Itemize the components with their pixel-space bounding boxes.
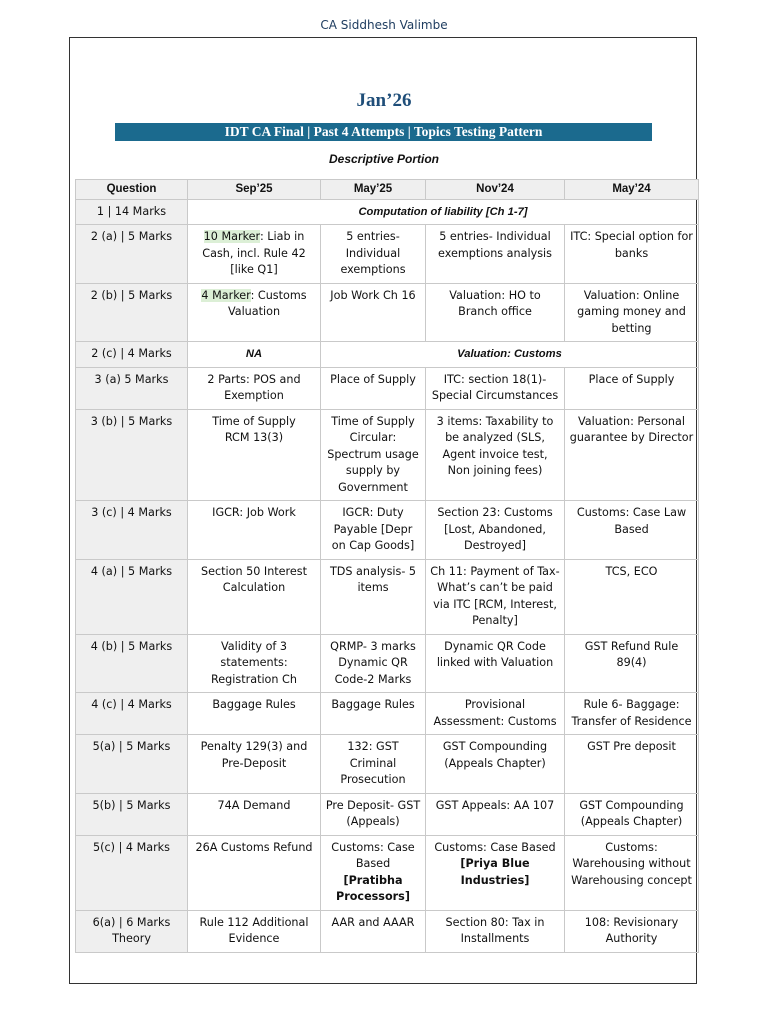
column-header-question: Question [76,180,188,200]
sep25-cell [188,225,321,284]
nov24-cell [426,835,565,910]
table-row [76,199,699,225]
may24-cell: ITC: Special option for banks [565,225,699,284]
cell-line: Time of Supply [212,414,296,428]
table-header-row [76,180,699,200]
may25-cell [321,835,426,910]
nov24-cell: Valuation: HO to Branch office [426,283,565,342]
nov24-cell: Section 80: Tax in Installments [426,910,565,952]
may24-cell: GST Pre deposit [565,735,699,794]
nov24-cell: 3 items: Taxability to be analyzed (SLS, Agent invoice test, Non joining fees) [426,409,565,501]
sep25-cell: Baggage Rules [188,693,321,735]
sep25-cell: Validity of 3 statements: Registration Ch [188,634,321,693]
nov24-cell: Ch 11: Payment of Tax- What’s can’t be paid via ITC [RCM, Interest, Penalty] [426,559,565,634]
sep25-cell: Section 50 Interest Calculation [188,559,321,634]
may24-cell: Customs: Case Law Based [565,501,699,560]
may24-cell: Rule 6- Baggage: Transfer of Residence [565,693,699,735]
column-header-sep25: Sep’25 [188,180,321,200]
question-cell: 1 | 14 Marks [76,199,188,225]
nov24-cell: GST Appeals: AA 107 [426,793,565,835]
nov24-cell: Dynamic QR Code linked with Valuation [426,634,565,693]
sep25-cell: NA [188,342,321,368]
may24-cell: 108: Revisionary Authority [565,910,699,952]
may25-cell [321,634,426,693]
merged-topic-cell: Computation of liability [Ch 1-7] [188,199,699,225]
question-cell: 5(c) | 4 Marks [76,835,188,910]
section-heading: Descriptive Portion [328,152,440,166]
table-row [76,225,699,284]
cell-line: 6(a) | 6 Marks [92,915,171,929]
question-cell: 2 (b) | 5 Marks [76,283,188,342]
may24-cell: Customs: Warehousing without Warehousing concept [565,835,699,910]
may25-cell: Place of Supply [321,367,426,409]
sep25-cell: 2 Parts: POS and Exemption [188,367,321,409]
question-cell: 2 (c) | 4 Marks [76,342,188,368]
question-cell [76,910,188,952]
may25-cell: 5 entries- Individual exemptions [321,225,426,284]
may24-cell: Valuation: Online gaming money and betting [565,283,699,342]
table-row [76,559,699,634]
cell-text: : Liab in Cash, incl. Rule 42 [like Q1] [202,230,306,276]
question-cell: 3 (b) | 5 Marks [76,409,188,501]
nov24-cell: Provisional Assessment: Customs [426,693,565,735]
question-cell: 4 (b) | 5 Marks [76,634,188,693]
sep25-cell: Penalty 129(3) and Pre-Deposit [188,735,321,794]
nov24-cell: 5 entries- Individual exemptions analysis [426,225,565,284]
table-row [76,409,699,501]
nov24-cell: ITC: section 18(1)- Special Circumstances [426,367,565,409]
table-row [76,693,699,735]
topics-table [75,179,699,953]
sep25-cell: 26A Customs Refund [188,835,321,910]
nov24-cell: GST Compounding (Appeals Chapter) [426,735,565,794]
table-row [76,910,699,952]
may25-cell: IGCR: Duty Payable [Depr on Cap Goods] [321,501,426,560]
highlighted-marker: 4 Marker [201,288,251,302]
may25-cell: 132: GST Criminal Prosecution [321,735,426,794]
question-cell: 3 (c) | 4 Marks [76,501,188,560]
column-header-may25: May’25 [321,180,426,200]
may25-cell: AAR and AAAR [321,910,426,952]
may24-cell: TCS, ECO [565,559,699,634]
question-cell: 2 (a) | 5 Marks [76,225,188,284]
cell-line: RCM 13(3) [224,431,284,444]
column-header-nov24: Nov’24 [426,180,565,200]
question-cell: 5(b) | 5 Marks [76,793,188,835]
may24-cell: GST Refund Rule 89(4) [565,634,699,693]
may25-cell: Baggage Rules [321,693,426,735]
sep25-cell: Rule 112 Additional Evidence [188,910,321,952]
running-header-author: CA Siddhesh Valimbe [320,18,448,32]
cell-text: Customs: Case Based [331,840,415,870]
may24-cell: Place of Supply [565,367,699,409]
table-row [76,634,699,693]
nov24-cell: Section 23: Customs [Lost, Abandoned, Destroyed] [426,501,565,560]
cell-line: QRMP- 3 marks [330,639,416,653]
document-title: Jan’26 [356,90,412,111]
may24-cell: GST Compounding (Appeals Chapter) [565,793,699,835]
question-cell: 4 (a) | 5 Marks [76,559,188,634]
cell-text: Customs: Case Based [434,840,556,854]
title-banner: IDT CA Final | Past 4 Attempts | Topics Testing Pattern [115,123,652,141]
question-cell: 3 (a) 5 Marks [76,367,188,409]
highlighted-marker: 10 Marker [203,230,260,243]
may25-cell: Pre Deposit- GST (Appeals) [321,793,426,835]
column-header-may24: May’24 [565,180,699,200]
case-name: [Pratibha Processors] [336,873,410,903]
case-name: [Priya Blue Industries] [460,857,530,887]
cell-line: Dynamic QR Code-2 Marks [334,656,412,686]
sep25-cell: IGCR: Job Work [188,501,321,560]
table-row [76,835,699,910]
table-row [76,501,699,560]
table-row [76,735,699,794]
may24-cell: Valuation: Personal guarantee by Director [565,409,699,501]
cell-text: : Customs Valuation [227,288,307,318]
table-row [76,342,699,368]
sep25-cell [188,409,321,501]
sep25-cell: 74A Demand [188,793,321,835]
may25-cell: Job Work Ch 16 [321,283,426,342]
may25-cell: Time of Supply Circular: Spectrum usage supply by Government [321,409,426,501]
question-cell: 5(a) | 5 Marks [76,735,188,794]
table-row [76,367,699,409]
table-row [76,793,699,835]
merged-topic-cell: Valuation: Customs [321,342,699,368]
cell-line: Theory [112,932,151,945]
may25-cell: TDS analysis- 5 items [321,559,426,634]
table-row [76,283,699,342]
sep25-cell [188,283,321,342]
question-cell: 4 (c) | 4 Marks [76,693,188,735]
